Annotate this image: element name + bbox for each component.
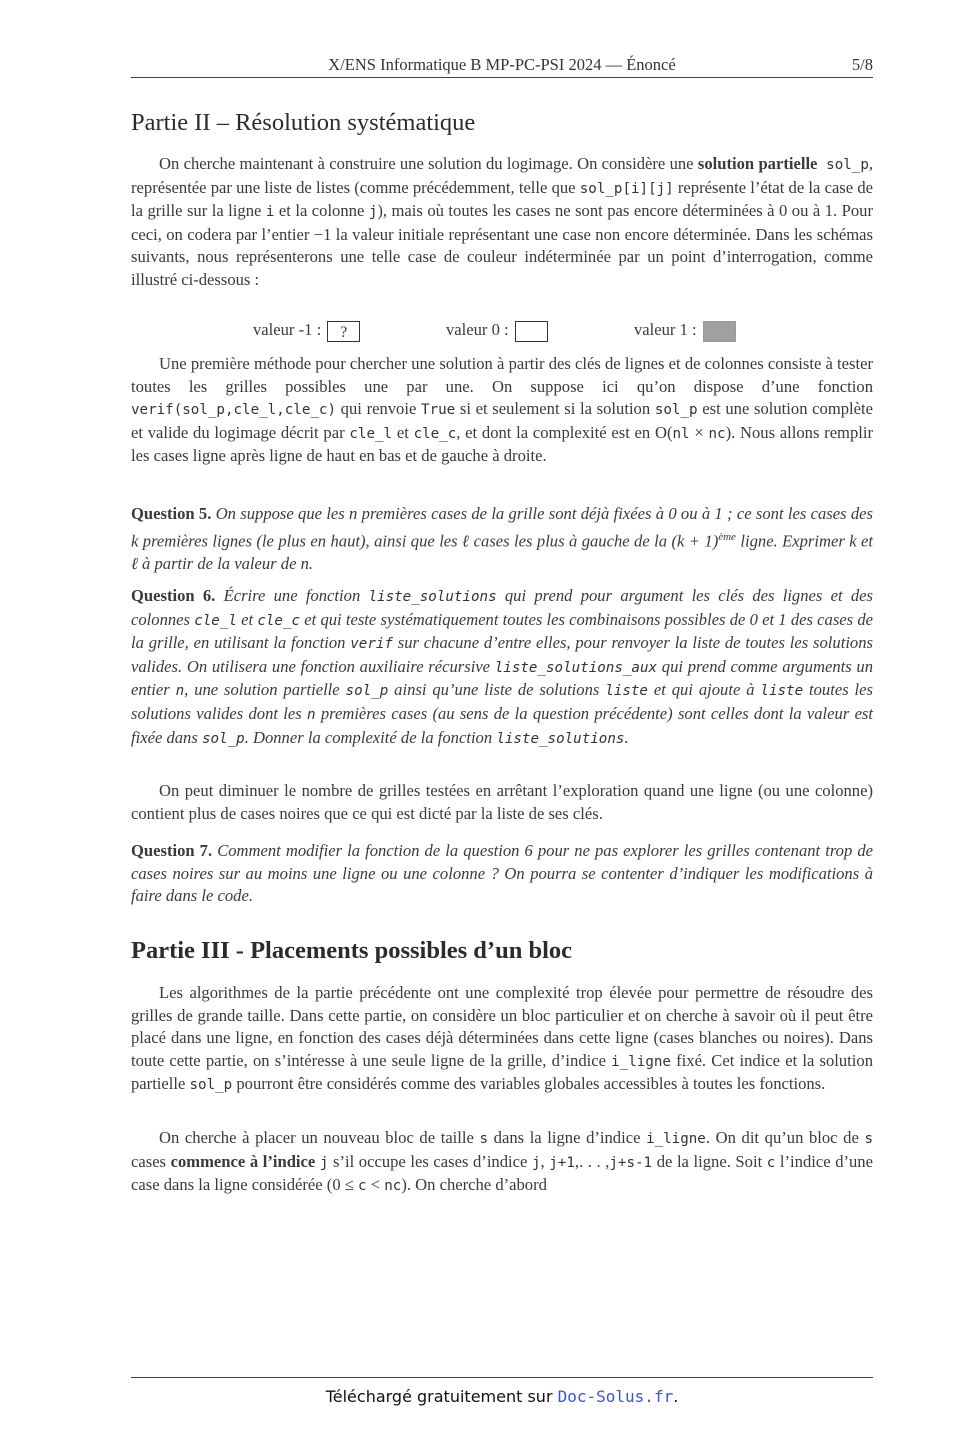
footer-text: Téléchargé gratuitement sur Doc-Solus.fr. bbox=[325, 1387, 679, 1406]
legend-white: valeur 0 : bbox=[446, 320, 548, 342]
part3-title: Partie III - Placements possibles d’un bloc bbox=[131, 937, 572, 964]
question-7: Question 7. Comment modifier la fonction de la question 6 pour ne pas explorer les grilles contenant trop de cases noires sur au moins une ligne ou une colonne ? On pourra se contenter d’indiquer les modifications à faire dans le code. bbox=[131, 841, 873, 906]
doc-solus-link[interactable]: Doc-Solus.fr bbox=[557, 1387, 674, 1406]
part2-paragraph-3: On peut diminuer le nombre de grilles testées en arrêtant l’exploration quand une ligne (ou une colonne) contient plus de cases noires que ce qui est dicté par la liste de ses clés. bbox=[131, 781, 873, 823]
legend-black: valeur 1 : bbox=[634, 320, 736, 342]
page-number: 5/8 bbox=[851, 55, 873, 74]
header-title: X/ENS Informatique B MP-PC-PSI 2024 — Énoncé bbox=[328, 55, 676, 74]
question-cell: ? bbox=[327, 321, 360, 342]
question-5: Question 5. On suppose que les n premières cases de la grille sont déjà fixées à 0 ou à 1 ; ce sont les cases des k premières lignes (le plus en haut), ainsi que les ℓ cases les plus à gauche de la $(k + 1)^{ème}$ ligne. Exprimer k et ℓ à partir de la valeur de n. bbox=[131, 504, 873, 573]
legend-undetermined: valeur -1 : ? bbox=[253, 320, 360, 342]
part2-paragraph-2: Une première méthode pour chercher une solution à partir des clés de lignes et de colonnes consiste à tester toutes les grilles possibles une par une. On suppose ici qu’on dispose d’une fonction verif(sol_p,cle_l,cle_c) qui renvoie True si et seulement si la solution sol_p est une solution complète et valide du logimage décrit par cle_l et cle_c, et dont la complexité est en O(nl × nc). Nous allons remplir les cases ligne après ligne de haut en bas et de gauche à droite. bbox=[131, 354, 874, 466]
question-6: Question 6. Écrire une fonction liste_solutions qui prend pour argument les clés des lignes et des colonnes cle_l et cle_c et qui teste systématiquement toutes les combinaisons possibles de 0 et 1 des cases de la grille, en utilisant la fonction verif sur chacune d’entre elles, pour renvoyer la liste de toutes les solutions valides. On utilisera une fonction auxiliaire récursive liste_solutions_aux qui prend comme arguments un entier n, une solution partielle sol_p ainsi qu’une liste de solutions liste et qui ajoute à liste toutes les solutions valides dont les n premières cases (au sens de la question précédente) sont celles dont la valeur est fixée dans sol_p. Donner la complexité de la fonction liste_solutions. bbox=[131, 586, 874, 747]
page-footer bbox=[131, 1377, 873, 1406]
part2-title: Partie II – Résolution systématique bbox=[131, 109, 476, 136]
value-legend bbox=[131, 320, 873, 346]
part3-paragraph-2: On cherche à placer un nouveau bloc de taille s dans la ligne d’indice i_ligne. On dit qu’un bloc de s cases commence à l’indice j s’il occupe les cases d’indice j, j+1,. . . ,j+s-1 de la ligne. Soit c l’indice d’une case dans la ligne considérée (0 ≤ c < nc). On cherche d’abord bbox=[131, 1128, 873, 1195]
page-header bbox=[131, 53, 873, 78]
part2-intro: On cherche maintenant à construire une solution du logimage. On considère une solution partielle sol_p, représentée par une liste de listes (comme précédemment, telle que sol_p[i][j] représente l’état de la case de la grille sur la ligne i et la colonne j), mais où toutes les cases ne sont pas encore déterminées à 0 ou à 1. Pour ceci, on codera par l’entier −1 la valeur initiale représentant une case non encore déterminée. Dans les schémas suivants, nous représenterons une telle case de couleur indéterminée par un point d’interrogation, comme illustré ci-dessous : bbox=[131, 154, 874, 289]
part3-paragraph-1: Les algorithmes de la partie précédente ont une complexité trop élevée pour permettre de résoudre des grilles de grande taille. Dans cette partie, on considère un bloc particulier et on cherche à savoir où il peut être placé dans une ligne, en fonction des cases déjà déterminées dans cette ligne (cases blanches ou noires). Dans toute cette partie, on s’intéresse à une seule ligne de la grille, d’indice i_ligne fixé. Cet indice et la solution partielle sol_p pourront être considérés comme des variables globales accessibles à toutes les fonctions. bbox=[131, 983, 873, 1094]
black-cell bbox=[703, 321, 736, 342]
white-cell bbox=[515, 321, 548, 342]
